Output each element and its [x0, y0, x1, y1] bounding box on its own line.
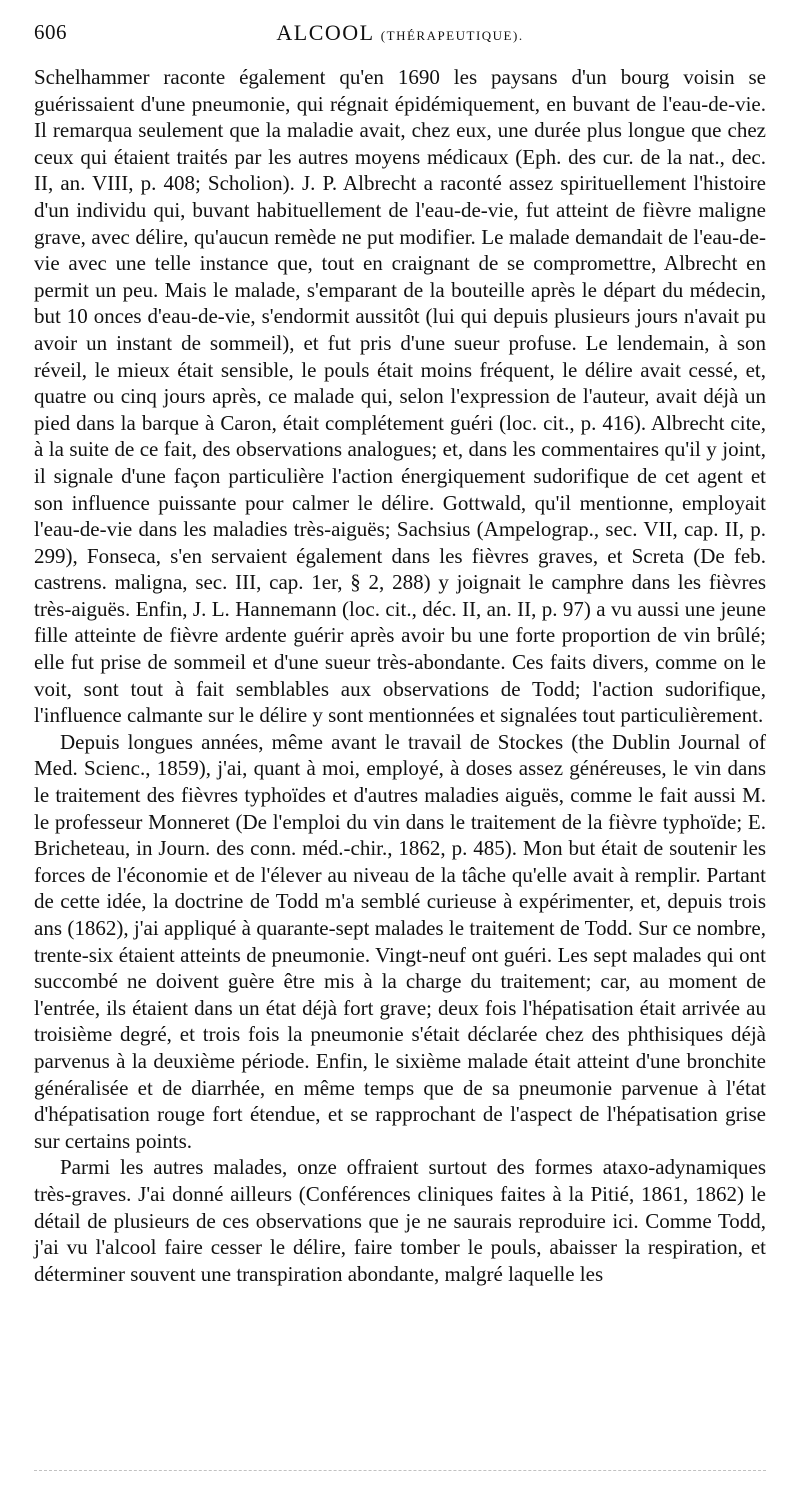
- running-title: [34, 20, 766, 46]
- running-title-sub: (THÉRAPEUTIQUE).: [380, 28, 524, 43]
- paragraph-2: Depuis longues années, même avant le travail de Stockes (the Dublin Journal of Med. Scienc., 1859), j'ai, quant à moi, employé, à doses assez généreuses, le vin dans le traitement des fièvres typhoïdes et d'autres maladies aiguës, comme le fait aussi M. le professeur Monneret (De l'emploi du vin dans le traitement de la fièvre typhoïde; E. Bricheteau, in Journ. des conn. méd.-chir., 1862, p. 485). Mon but était de soutenir les forces de l'économie et de l'élever au niveau de la tâche qu'elle avait à remplir. Partant de cette idée, la doctrine de Todd m'a semblé curieuse à expérimenter, et, depuis trois ans (1862), j'ai appliqué à quarante-sept malades le traitement de Todd. Sur ce nombre, trente-six étaient atteints de pneumonie. Vingt-neuf ont guéri. Les sept malades qui ont succombé ne doivent guère être mis à la charge du traitement; car, au moment de l'entrée, ils étaient dans un état déjà fort grave; deux fois l'hépatisation était arrivée au troisième degré, et trois fois la pneumonie s'était déclarée chez des phthisiques déjà parvenus à la deuxième période. Enfin, le sixième malade était atteint d'une bronchite généralisée et de diarrhée, en même temps que de sa pneumonie parvenue à l'état d'hépatisation rouge fort étendue, et se rapprochant de l'aspect de l'hépatisation grise sur certains points.: [34, 729, 766, 1153]
- body-text: [34, 64, 766, 1287]
- running-header: [34, 20, 766, 50]
- running-title-main: ALCOOL: [276, 20, 374, 45]
- paragraph-3: Parmi les autres malades, onze offraient surtout des formes ataxo-adynamiques très-graves. J'ai donné ailleurs (Conférences cliniques faites à la Pitié, 1861, 1862) le détail de plusieurs de ces observations que je ne saurais reproduire ici. Comme Todd, j'ai vu l'alcool faire cesser le délire, faire tomber le pouls, abaisser la respiration, et déterminer souvent une transpiration abondante, malgré laquelle les: [34, 1155, 766, 1286]
- footer-rule: [34, 1470, 766, 1471]
- paragraph-1: Schelhammer raconte également qu'en 1690 les paysans d'un bourg voisin se guérissaient d'une pneumonie, qui régnait épidémiquement, en buvant de l'eau-de-vie. Il remarqua seulement que la maladie avait, chez eux, une durée plus longue que chez ceux qui étaient traités par les autres moyens médicaux (Eph. des cur. de la nat., dec. II, an. VIII, p. 408; Scholion). J. P. Albrecht a raconté assez spirituellement l'histoire d'un individu qui, buvant habituellement de l'eau-de-vie, fut atteint de fièvre maligne grave, avec délire, qu'aucun remède ne put modifier. Le malade demandait de l'eau-de-vie avec une telle instance que, tout en craignant de se compromettre, Albrecht en permit un peu. Mais le malade, s'emparant de la bouteille après le départ du médecin, but 10 onces d'eau-de-vie, s'endormit aussitôt (lui qui depuis plusieurs jours n'avait pu avoir un instant de sommeil), et fut pris d'une sueur profuse. Le lendemain, à son réveil, le mieux était sensible, le pouls était moins fréquent, le délire avait cessé, et, quatre ou cinq jours après, ce malade qui, selon l'expression de l'auteur, avait déjà un pied dans la barque à Caron, était complétement guéri (loc. cit., p. 416). Albrecht cite, à la suite de ce fait, des observations analogues; et, dans les commentaires qu'il y joint, il signale d'une façon particulière l'action énergiquement sudorifique de cet agent et son influence puissante pour calmer le délire. Gottwald, qu'il mentionne, employait l'eau-de-vie dans les maladies très-aiguës; Sachsius (Ampelograp., sec. VII, cap. II, p. 299), Fonseca, s'en servaient également dans les fièvres graves, et Screta (De feb. castrens. maligna, sec. III, cap. 1er, § 2, 288) y joignait le camphre dans les fièvres très-aiguës. Enfin, J. L. Hannemann (loc. cit., déc. II, an. II, p. 97) a vu aussi une jeune fille atteinte de fièvre ardente guérir après avoir bu une forte proportion de vin brûlé; elle fut prise de sommeil et d'une sueur très-abondante. Ces faits divers, comme on le voit, sont tout à fait semblables aux observations de Todd; l'action sudorifique, l'influence calmante sur le délire y sont mentionnées et signalées tout particulièrement.: [34, 65, 766, 728]
- page-number: 606: [34, 20, 67, 44]
